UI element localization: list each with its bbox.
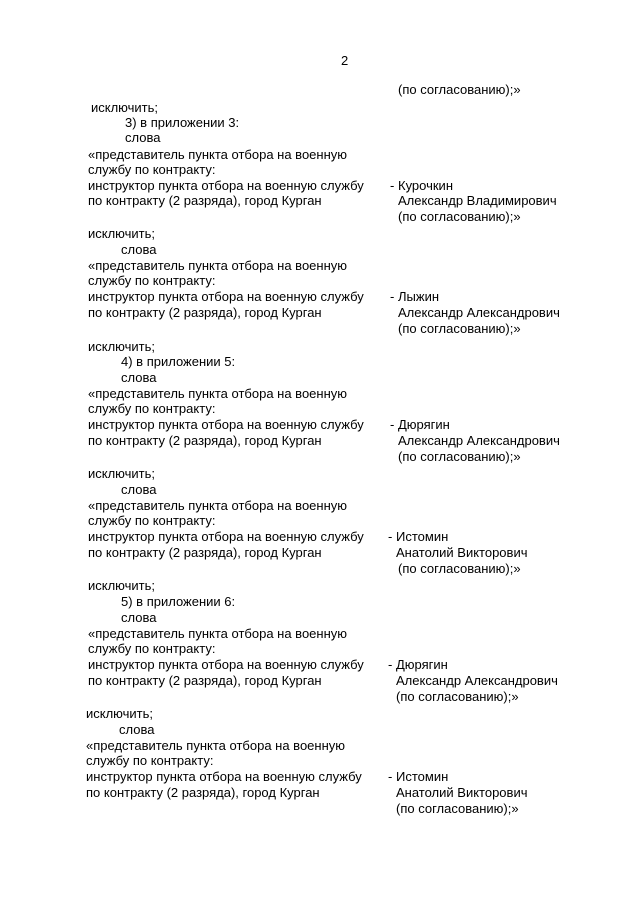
words-label: слова <box>121 482 157 497</box>
position-line: по контракту (2 разряда), город Курган <box>86 785 320 800</box>
quote-line: «представитель пункта отбора на военную <box>88 147 348 162</box>
quote-line: службу по контракту: <box>88 162 216 177</box>
position-line: по контракту (2 разряда), город Курган <box>88 193 322 208</box>
quote-line: службу по контракту: <box>88 273 216 288</box>
person-surname: Дюрягин <box>398 417 450 432</box>
dash: - <box>390 178 395 193</box>
quote-line: «представитель пункта отбора на военную <box>88 386 348 401</box>
person-name: Александр Владимирович <box>398 193 557 208</box>
dash: - <box>390 289 395 304</box>
person-name: Александр Александрович <box>398 305 560 320</box>
person-name: Анатолий Викторович <box>396 545 528 560</box>
person-surname: Лыжин <box>398 289 440 304</box>
position-line: инструктор пункта отбора на военную службу <box>88 178 364 193</box>
position-line: инструктор пункта отбора на военную службу <box>88 529 364 544</box>
words-label: слова <box>121 242 157 257</box>
top-tail: (по согласованию);» <box>398 82 521 97</box>
quote-line: службу по контракту: <box>88 641 216 656</box>
dash: - <box>388 529 393 544</box>
person-name: Александр Александрович <box>398 433 560 448</box>
dash: - <box>390 417 395 432</box>
person-note: (по согласованию);» <box>398 561 521 576</box>
person-surname: Истомин <box>396 769 449 784</box>
quote-line: службу по контракту: <box>88 401 216 416</box>
exclude-label: исключить; <box>91 100 159 115</box>
exclude-label: исключить; <box>86 706 154 721</box>
words-label: слова <box>125 130 161 145</box>
person-name: Анатолий Викторович <box>396 785 528 800</box>
person-note: (по согласованию);» <box>398 449 521 464</box>
position-line: по контракту (2 разряда), город Курган <box>88 545 322 560</box>
person-surname: Курочкин <box>398 178 454 193</box>
appendix-heading: 4) в приложении 5: <box>121 354 236 369</box>
position-line: по контракту (2 разряда), город Курган <box>88 305 322 320</box>
person-note: (по согласованию);» <box>396 689 519 704</box>
exclude-label: исключить; <box>88 578 156 593</box>
words-label: слова <box>121 370 157 385</box>
person-surname: Дюрягин <box>396 657 448 672</box>
quote-line: «представитель пункта отбора на военную <box>88 498 348 513</box>
words-label: слова <box>121 610 157 625</box>
page-number: 2 <box>341 53 349 68</box>
person-note: (по согласованию);» <box>398 209 521 224</box>
quote-line: «представитель пункта отбора на военную <box>86 738 346 753</box>
quote-line: «представитель пункта отбора на военную <box>88 626 348 641</box>
person-note: (по согласованию);» <box>396 801 519 816</box>
position-line: инструктор пункта отбора на военную службу <box>88 289 364 304</box>
quote-line: службу по контракту: <box>86 753 214 768</box>
appendix-heading: 3) в приложении 3: <box>125 115 240 130</box>
position-line: по контракту (2 разряда), город Курган <box>88 673 322 688</box>
position-line: по контракту (2 разряда), город Курган <box>88 433 322 448</box>
appendix-heading: 5) в приложении 6: <box>121 594 236 609</box>
exclude-label: исключить; <box>88 466 156 481</box>
person-surname: Истомин <box>396 529 449 544</box>
quote-line: «представитель пункта отбора на военную <box>88 258 348 273</box>
position-line: инструктор пункта отбора на военную службу <box>88 657 364 672</box>
dash: - <box>388 657 393 672</box>
person-note: (по согласованию);» <box>398 321 521 336</box>
exclude-label: исключить; <box>88 339 156 354</box>
quote-line: службу по контракту: <box>88 513 216 528</box>
person-name: Александр Александрович <box>396 673 558 688</box>
position-line: инструктор пункта отбора на военную службу <box>86 769 362 784</box>
exclude-label: исключить; <box>88 226 156 241</box>
words-label: слова <box>119 722 155 737</box>
dash: - <box>388 769 393 784</box>
position-line: инструктор пункта отбора на военную службу <box>88 417 364 432</box>
